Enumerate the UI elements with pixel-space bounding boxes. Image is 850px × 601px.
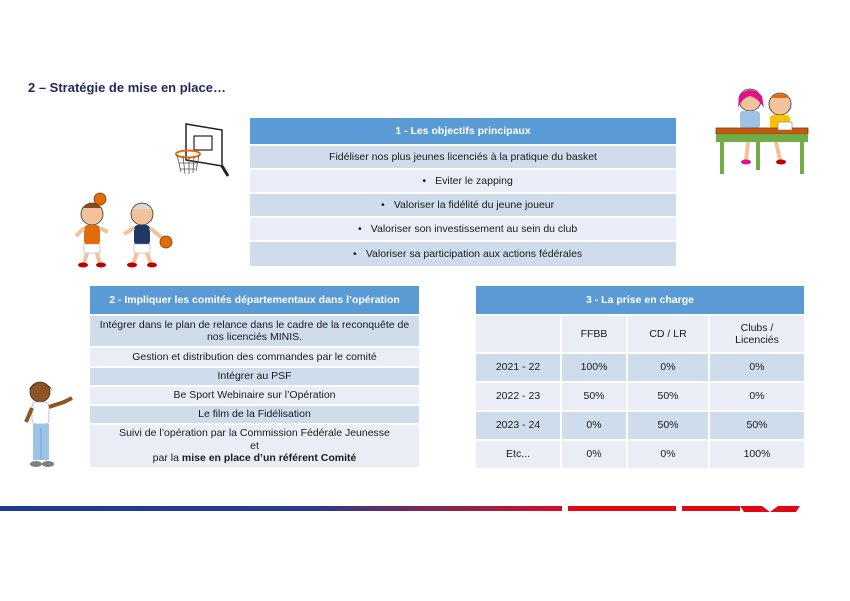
objective-text: Valoriser la fidélité du jeune joueur <box>393 198 555 211</box>
committee-item: Intégrer au PSF <box>90 366 419 385</box>
footer-stripe-gradient <box>0 506 562 511</box>
committee-item: Gestion et distribution des commandes par le comité <box>90 346 419 366</box>
objectives-table <box>250 118 676 266</box>
funding-cell: Etc... <box>476 439 562 468</box>
footer-stripe-red <box>682 506 740 511</box>
objective-text: Valoriser sa participation aux actions fédérales <box>365 247 583 260</box>
kids-playing-basketball-illustration <box>70 192 180 270</box>
funding-cell: 50% <box>628 410 710 439</box>
committee-last-line1: Suivi de l’opération par la Commission Fédérale Jeunesse <box>119 427 390 440</box>
funding-cell: 100% <box>710 439 804 468</box>
funding-col-header: FFBB <box>562 314 628 352</box>
funding-cell: 50% <box>710 410 804 439</box>
funding-cell: 0% <box>628 439 710 468</box>
footer-stripe-red <box>568 506 676 511</box>
funding-cell: 100% <box>562 352 628 381</box>
funding-cell: 2022 - 23 <box>476 381 562 410</box>
funding-table <box>476 286 804 468</box>
bullet-icon: • <box>380 198 385 211</box>
footer-chevron-shape <box>740 505 800 513</box>
funding-cell: 50% <box>628 381 710 410</box>
funding-cell: 2023 - 24 <box>476 410 562 439</box>
committee-item: Le film de la Fidélisation <box>90 404 419 423</box>
coach-woman-illustration <box>16 378 78 472</box>
basketball-hoop-illustration <box>172 122 230 180</box>
funding-col-header-text: Clubs / Licenciés <box>735 321 779 346</box>
kids-at-desk-illustration <box>712 86 812 182</box>
funding-cell: 0% <box>562 439 628 468</box>
objectives-header: 1 - Les objectifs principaux <box>250 118 676 144</box>
bullet-icon: • <box>422 174 427 187</box>
committee-last-prefix: par la <box>152 452 182 465</box>
committee-item-last <box>90 423 419 467</box>
committees-header: 2 - Impliquer les comités départementaux dans l’opération <box>90 286 419 314</box>
funding-col-header <box>476 314 562 352</box>
bullet-icon: • <box>352 247 357 260</box>
objectives-intro: Fidéliser nos plus jeunes licenciés à la pratique du basket <box>250 144 676 168</box>
funding-cell: 0% <box>562 410 628 439</box>
committee-last-line2: et <box>250 439 259 452</box>
funding-cell: 0% <box>628 352 710 381</box>
committee-item: Be Sport Webinaire sur l’Opération <box>90 385 419 404</box>
committees-table <box>90 286 419 467</box>
objective-item <box>250 240 676 266</box>
funding-col-header <box>710 314 804 352</box>
funding-header: 3 - La prise en charge <box>476 286 804 314</box>
funding-col-header: CD / LR <box>628 314 710 352</box>
funding-cell: 0% <box>710 352 804 381</box>
objective-item <box>250 216 676 240</box>
bullet-icon: • <box>357 222 362 235</box>
funding-cell: 50% <box>562 381 628 410</box>
objective-text: Eviter le zapping <box>435 174 513 187</box>
page-title: 2 – Stratégie de mise en place… <box>28 80 226 95</box>
objective-item <box>250 192 676 216</box>
objective-text: Valoriser son investissement au sein du club <box>370 222 578 235</box>
objective-item <box>250 168 676 192</box>
funding-cell: 2021 - 22 <box>476 352 562 381</box>
funding-cell: 0% <box>710 381 804 410</box>
committee-item: Intégrer dans le plan de relance dans le cadre de la reconquête de nos licenciés MINIS. <box>90 314 419 346</box>
committee-last-bold: mise en place d’un référent Comité <box>181 452 357 465</box>
